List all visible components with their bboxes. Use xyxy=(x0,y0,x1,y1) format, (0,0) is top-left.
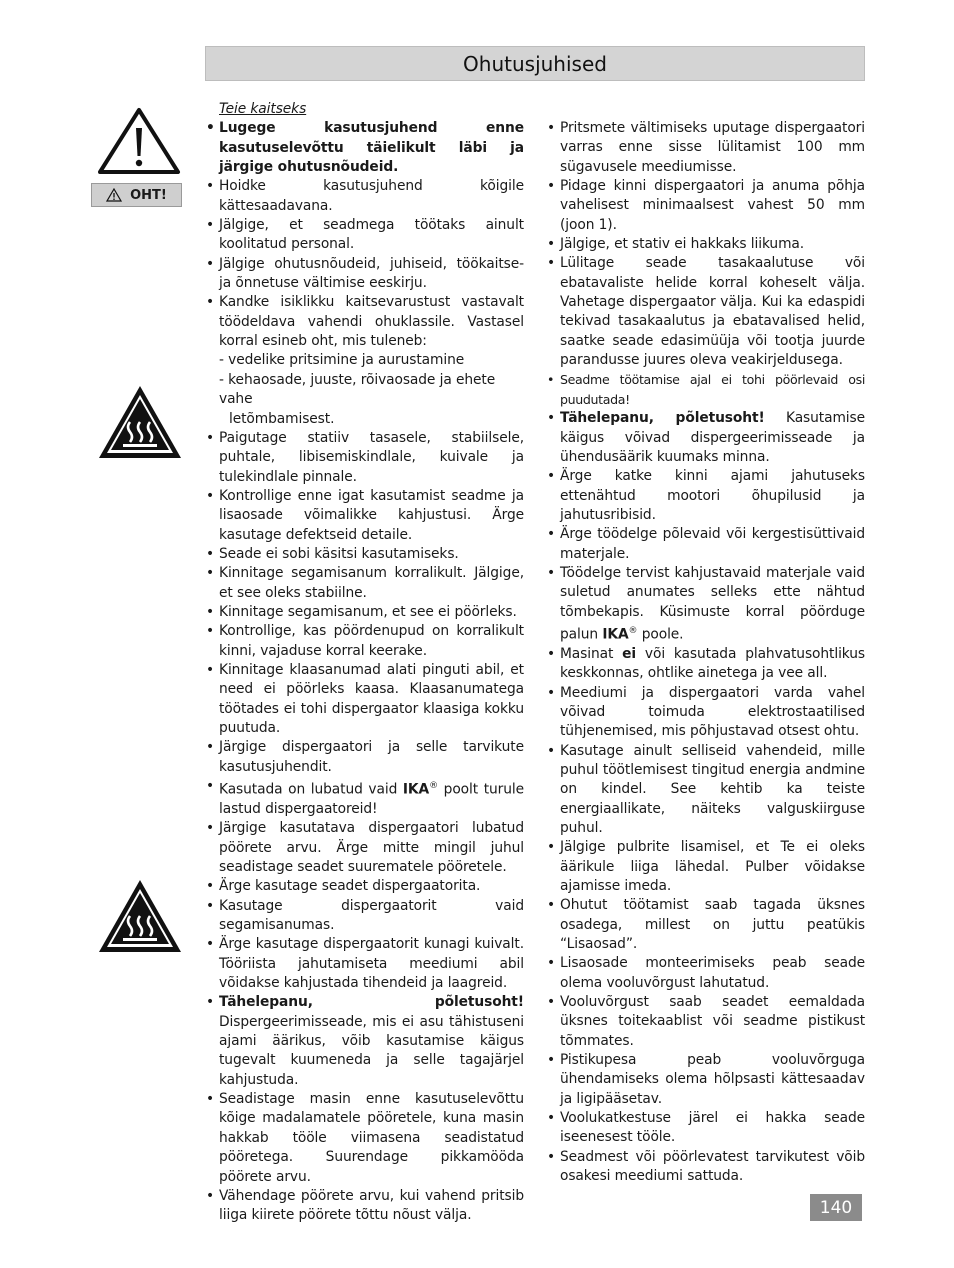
item-text: Kasutada on lubatud vaid xyxy=(219,781,403,798)
list-item: • Jälgige, et seadmega töötaks ainult koolitatud personal. xyxy=(204,216,524,255)
sub-item: - vedelike pritsimine ja aurustamine xyxy=(219,352,465,369)
list-item: • Kontrollige, kas pöördenupud on korralikult kinni, vajaduse korral keerake. xyxy=(204,622,524,661)
list-item: • Jälgige, et stativ ei hakkaks liikuma. xyxy=(545,235,865,254)
hot-surface-warning-icon xyxy=(97,384,183,464)
burn-warning-label: Tähelepanu, põletusoht! xyxy=(560,410,765,427)
list-item xyxy=(545,564,865,645)
list-item: • Kinnitage segamisanum korralikult. Jälgige, et see oleks stabiilne. xyxy=(204,564,524,603)
list-item: • Ohutut töötamist saab tagada üksnes osadega, millest on juttu peatükis “Lisaosad”. xyxy=(545,896,865,954)
list-item: • Hoidke kasutusjuhend kõigile kättesaadavana. xyxy=(204,177,524,216)
list-item: • Ärge katke kinni ajami jahutuseks ettenähtud mootori õhupilusid ja jahutusribisid. xyxy=(545,467,865,525)
item-text: poolt turule lastud dispergaatoreid! xyxy=(219,781,524,817)
list-item: • Lülitage seade tasakaalutuse või ebatavaliste helide korral koheselt välja. Vahetage dispergaator välja. Kui ka edaspidi tekivad tasakaalutus ja ebatavalised helid, saatke seade edasimüüja või tootja juurde parandusse juures oleva veakirjeldusega. xyxy=(545,254,865,370)
list-item xyxy=(204,993,524,1090)
list-item: • Kontrollige enne igat kasutamist seadme ja lisaosade võimalikke kahjustusi. Ärge kasutage defektseid detaile. xyxy=(204,487,524,545)
item-text: Masinat xyxy=(560,645,623,662)
list-item: • Meediumi ja dispergaatori varda vahel võivad toimuda elektrostaatilised tühjenemised, mis põhjustavad otsest ohtu. xyxy=(545,684,865,742)
list-item: • Paigutage statiiv tasasele, stabiilsele, puhtale, libisemiskindlale, kuivale ja tulekindlale pinnale. xyxy=(204,429,524,487)
list-item: • Ärge kasutage seadet dispergaatorita. xyxy=(204,877,524,896)
list-item: • Voolukatkestuse järel ei hakka seade iseenesest tööle. xyxy=(545,1109,865,1148)
item-text: poole. xyxy=(637,626,684,643)
list-item: • Lisaosade monteerimiseks peab seade olema vooluvõrgust lahutatud. xyxy=(545,954,865,993)
list-item: • Jälgige ohutusnõudeid, juhiseid, töökaitse- ja õnnetuse vältimise eeskirju. xyxy=(204,255,524,294)
list-item: • Seadistage masin enne kasutuselevõttu kõige madalamatele pööretele, kuna masin hakkab tööle viimasena seadistatud pööretega. Suurendage pikkamööda pöörete arvu. xyxy=(204,1090,524,1187)
list-item: • Pistikupesa peab vooluvõrguga ühendamiseks olema hõlpsasti kättesaadav ja ligipääsetav. xyxy=(545,1051,865,1109)
brand-name: IKA xyxy=(602,626,629,643)
list-item: • Jälgige pulbrite lisamisel, et Te ei oleks äärikule liiga lähedal. Pulber võidakse ajamisse imeda. xyxy=(545,838,865,896)
danger-label xyxy=(91,183,182,207)
list-item: • Ärge töödelge põlevaid või kergestisüttivaid materjale. xyxy=(545,525,865,564)
list-item: • Seadme töötamise ajal ei tohi pöörlevaid osi puudutada! xyxy=(545,370,865,409)
item-text: Töödelge tervist kahjustavaid materjale vaid suletud anumates selleks ette nähtud tõmbekapis. Küsimuste korral pöörduge palun xyxy=(560,564,865,643)
hot-surface-warning-icon-2 xyxy=(97,878,183,958)
page-number: 140 xyxy=(810,1194,862,1221)
left-column xyxy=(204,100,524,1226)
burn-warning-label: Tähelepanu, põletusoht! xyxy=(219,994,524,1011)
right-column xyxy=(545,119,865,1187)
list-item: • Ärge kasutage dispergaatorit kunagi kuivalt. Tööriista jahutamiseta meediumi abil võidakse kahjustada tihendeid ja laagreid. xyxy=(204,935,524,993)
list-item: • Järgige dispergaatori ja selle tarvikute kasutusjuhendit. xyxy=(204,738,524,777)
emphasis-text: ei xyxy=(622,645,637,662)
page-title: Ohutusjuhised xyxy=(463,51,607,76)
item-text: või kasutada plahvatusohtlikus keskkonnas, ohtlike ainetega ja vee all. xyxy=(560,645,865,682)
item-text: Dispergeerimisseade, mis ei asu tähistuseni ajami äärikus, võib kasutamise käigus tugevalt kuumeneda ja selle tagajärjel kahjustuda. xyxy=(219,1013,524,1088)
list-item: • Lugege kasutusjuhend enne kasutuselevõttu täielikult läbi ja järgige ohutusnõudeid. xyxy=(204,119,524,177)
sub-item-continued: letõmbamisest. xyxy=(229,410,335,427)
list-item: • Kandke isiklikku kaitsevarustust vastavalt töödeldava vahendi ohuklassile. Vastasel korral esineb oht, mis tuleneb: xyxy=(204,293,524,351)
list-item: • Pritsmete vältimiseks uputage dispergaatori varras enne sisse lülitamist 100 mm sügavusele meediumisse. xyxy=(545,119,865,177)
sub-item: - kehaosade, juuste, rõivaosade ja ehete vahe xyxy=(219,371,496,408)
section-heading: Teie kaitseks xyxy=(219,101,307,117)
item-text: Kasutamise käigus võivad dispergeerimisseade ja ühendusäärik kuumaks minna. xyxy=(560,410,866,465)
registered-mark: ® xyxy=(628,625,638,636)
list-item: • Kasutage ainult selliseid vahendeid, mille puhul töötlemisest tingitud energia andmine on kindel. See kehtib ka teiste energiaallikate, näiteks valguskiirguse puhul. xyxy=(545,742,865,839)
list-item xyxy=(204,777,524,819)
danger-label-text: OHT! xyxy=(130,187,167,203)
list-item: • Vähendage pöörete arvu, kui vahend pritsib liiga kiirete pöörete tõttu nõust välja. xyxy=(204,1187,524,1226)
list-item xyxy=(545,409,865,467)
list-item: • Seadmest või pöörlevatest tarvikutest võib osakesi meediumi sattuda. xyxy=(545,1148,865,1187)
brand-name: IKA xyxy=(402,781,430,798)
warning-triangle-exclamation-icon xyxy=(96,106,182,180)
list-item: • Järgige kasutatava dispergaatori lubatud pöörete arvu. Ärge mitte mingil juhul seadistage seadet suurematele pööretele. xyxy=(204,819,524,877)
list-item: • Seade ei sobi käsitsi kasutamiseks. xyxy=(204,545,524,564)
list-item: • Pidage kinni dispergaatori ja anuma põhja vahelisest minimaalsest vahest 50 mm (joon 1). xyxy=(545,177,865,235)
list-item: • Kinnitage segamisanum, et see ei pöörleks. xyxy=(204,603,524,622)
list-item xyxy=(545,645,865,684)
list-item: • Kinnitage klaasanumad alati pinguti abil, et need ei pöörleks kaasa. Klaasanumatega töötades ei tohi dispergaator klaasiga kokku puutuda. xyxy=(204,661,524,738)
registered-mark: ® xyxy=(429,781,438,792)
list-item: • Vooluvõrgust saab seadet eemaldada üksnes toitekaablist või seadme pistikust tõmmates. xyxy=(545,993,865,1051)
small-warning-triangle-icon xyxy=(106,188,122,202)
page-title-bar xyxy=(205,46,865,81)
list-item: • Kasutage dispergaatorit vaid segamisanumas. xyxy=(204,897,524,936)
